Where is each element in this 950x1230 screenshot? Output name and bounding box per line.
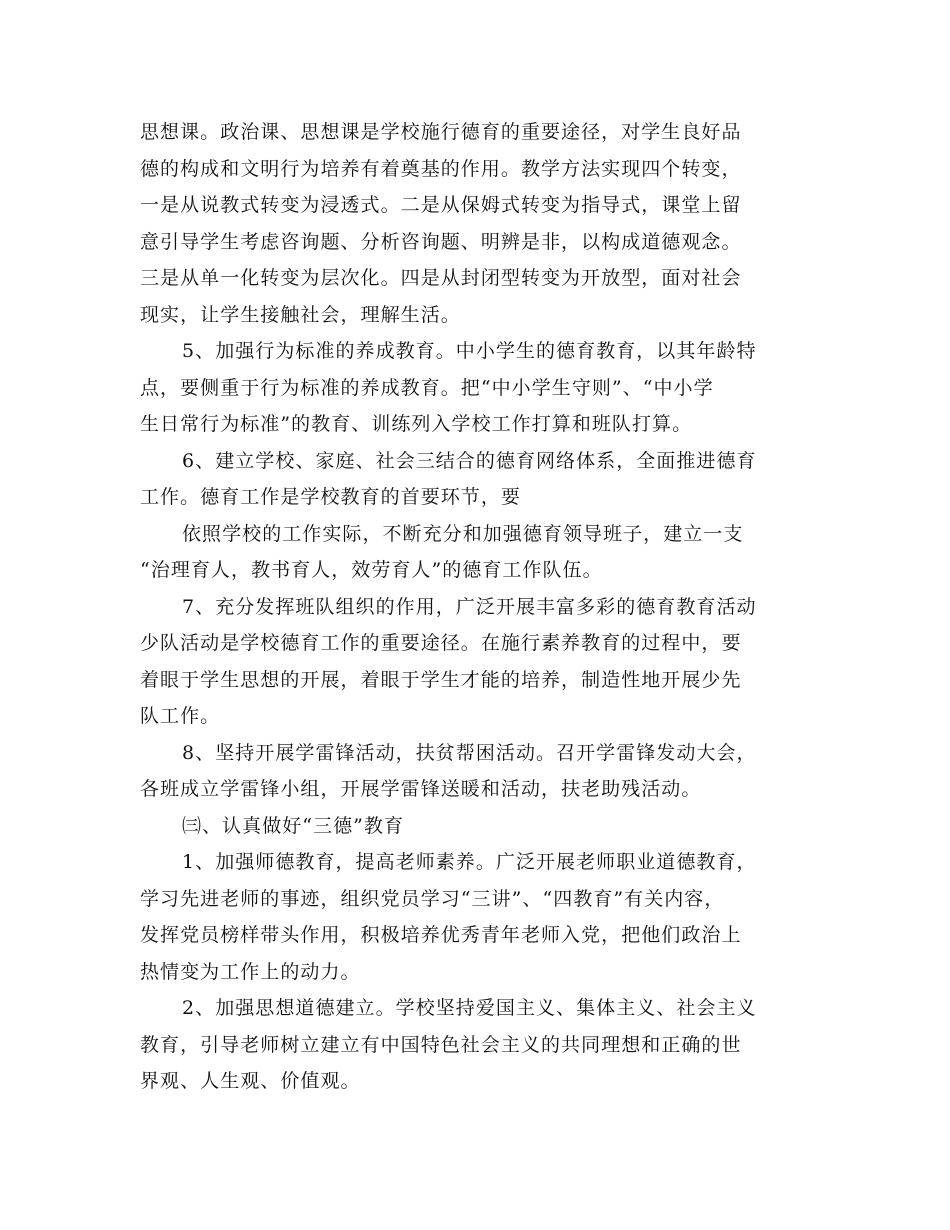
text-line: 一是从说教式转变为浸透式。二是从保姆式转变为指导式，课堂上留 — [140, 194, 742, 216]
text-line: 着眼于学生思想的开展，着眼于学生才能的培养，制造性地开展少先 — [140, 668, 742, 691]
paragraph-6-heading: 6、建立学校、家庭、社会三结合的德育网络体系，全面推进德育 — [182, 449, 757, 472]
text-line: 三是从单一化转变为层次化。四是从封闭型转变为开放型，面对社会 — [140, 267, 742, 289]
text-line: 少队活动是学校德育工作的重要途径。在施行素养教育的过程中，要 — [140, 632, 742, 654]
text-line: 思想课。政治课、思想课是学校施行德育的重要途径，对学生良好品 — [140, 121, 742, 143]
paragraph-8-heading: 8、坚持开展学雷锋活动，扶贫帮困活动。召开学雷锋发动大会， — [182, 741, 757, 764]
text-line: 工作。德育工作是学校教育的首要环节，要 — [140, 486, 521, 508]
paragraph-7-heading: 7、充分发挥班队组织的作用，广泛开展丰富多彩的德育教育活动 — [182, 595, 757, 618]
text-line: 点，要侧重于行为标准的养成教育。把“中小学生守则”、“中小学 — [140, 376, 714, 399]
text-line: 发挥党员榜样带头作用，积极培养优秀青年老师入党，把他们政治上 — [140, 924, 742, 946]
text-line: 意引导学生考虑咨询题、分析咨询题、明辨是非，以构成道德观念。 — [140, 230, 742, 253]
text-line: 德的构成和文明行为培养有着奠基的作用。教学方法实现四个转变， — [140, 157, 742, 180]
document-body — [140, 114, 820, 1100]
text-line: 各班成立学雷锋小组，开展学雷锋送暖和活动，扶老助残活动。 — [140, 778, 702, 800]
text-line: 热情变为工作上的动力。 — [140, 960, 361, 983]
text-line: 生日常行为标准”的教育、训练列入学校工作打算和班队打算。 — [140, 413, 693, 435]
section-3-heading: ㈢、认真做好“三德”教育 — [182, 814, 405, 837]
paragraph-5-heading: 5、加强行为标准的养成教育。中小学生的德育教育，以其年龄特 — [182, 340, 757, 362]
text-line: 学习先进老师的事迹，组织党员学习“三讲”、“四教育”有关内容， — [140, 887, 725, 910]
text-line: 现实，让学生接触社会，理解生活。 — [140, 303, 461, 326]
text-line: 队工作。 — [140, 705, 221, 727]
text-line: 依照学校的工作实际，不断充分和加强德育领导班子，建立一支 — [182, 522, 744, 545]
text-line: 教育，引导老师树立建立有中国特色社会主义的共同理想和正确的世 — [140, 1033, 742, 1056]
text-line: 界观、人生观、价值观。 — [140, 1070, 361, 1092]
paragraph-1-heading: 1、加强师德教育，提高老师素养。广泛开展老师职业道德教育， — [182, 851, 757, 873]
paragraph-2-heading: 2、加强思想道德建立。学校坚持爱国主义、集体主义、社会主义 — [182, 997, 757, 1019]
text-line: “治理育人，教书育人，效劳育人”的德育工作队伍。 — [140, 559, 603, 581]
